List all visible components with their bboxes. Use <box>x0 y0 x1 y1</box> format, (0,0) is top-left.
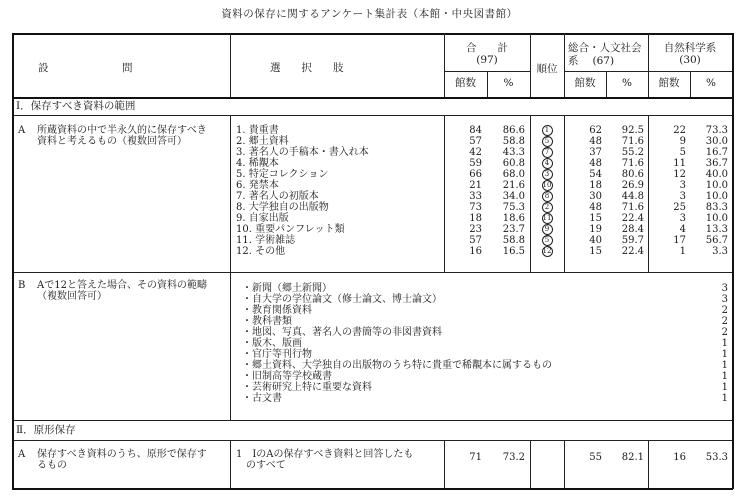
qa-hum-pct: 92.5 <box>621 125 644 136</box>
header-humanities-label: 総合・人文社会系 <box>568 42 642 67</box>
qa-text-line1: 所蔵資料の中で半永久的に保存すべき <box>37 125 207 136</box>
rank-circle: 1 <box>542 125 553 136</box>
qa-hum-count: 48 <box>589 136 602 147</box>
qa-hum-count: 15 <box>589 213 602 224</box>
rank-circle: 2 <box>542 202 553 213</box>
qa-hum-pct: 22.4 <box>621 213 644 224</box>
section2-label: Ⅱ．原形保存 <box>16 424 76 436</box>
rank-circle: 9 <box>542 224 553 235</box>
header-sci-count: 館数 <box>658 77 680 89</box>
section2-bottom-border <box>12 440 733 441</box>
qa-total-pct: 18.6 <box>502 213 525 224</box>
qa-hum-count: 54 <box>589 169 602 180</box>
qa-rank <box>530 125 564 136</box>
qa-total-pct: 43.3 <box>502 147 525 158</box>
qa-total-pct: 60.8 <box>502 158 525 169</box>
qa-sci-count: 5 <box>679 147 686 158</box>
qa2-choice-line1: 1 ⅠのAの保存すべき資料と回答したも <box>236 449 414 460</box>
qa-text-line2: 資料と考えるもの（複数回答可） <box>37 136 187 147</box>
qa-sci-count: 4 <box>679 224 686 235</box>
col-divider-question-h <box>230 33 231 97</box>
header-humanities-n: (67) <box>592 55 615 67</box>
qa-sci-count: 12 <box>673 169 686 180</box>
qa-hum-pct: 80.6 <box>621 169 644 180</box>
qb-item: ・教科書類 <box>242 316 292 327</box>
qa-hum-count: 48 <box>589 158 602 169</box>
qa-sci-count: 9 <box>679 136 686 147</box>
qa-choice-item: 4. 稀覯本 <box>236 158 279 169</box>
qb-item: ・地図、写真、著名人の書簡等の非図書資料 <box>242 327 442 338</box>
section1-bottom-border <box>12 115 733 116</box>
qa-total-pct: 16.5 <box>502 246 525 257</box>
col-divider-rank-a2 <box>530 440 531 488</box>
qa-rank <box>530 180 564 191</box>
col-divider-sci-a2 <box>648 440 649 488</box>
qa-total-count: 21 <box>469 180 482 191</box>
qb-counts <box>700 283 728 404</box>
qa-hum-count: 37 <box>589 147 602 158</box>
qb-count: 1 <box>721 393 728 404</box>
qa-hum-pct: 71.6 <box>621 202 644 213</box>
header-question: 設 問 <box>38 62 133 74</box>
qa-hum-pct: 22.4 <box>621 246 644 257</box>
qb-count: 3 <box>721 294 728 305</box>
col-divider-hum-a2 <box>564 440 565 488</box>
qa-sci-count: 1 <box>679 246 686 257</box>
qb-item: ・旧制高等学校蔵書 <box>242 371 332 382</box>
qa-total-count: 66 <box>469 169 482 180</box>
qa-sci-pct: 13.3 <box>705 224 728 235</box>
qb-count: 2 <box>721 316 728 327</box>
qa-sci-pct: 56.7 <box>705 235 728 246</box>
col-divider-question-a2 <box>230 440 231 488</box>
header-total: 合 計 <box>466 42 508 54</box>
qa-sci-pct: 3.3 <box>712 246 728 257</box>
qa-hum-pct: 26.9 <box>621 180 644 191</box>
rank-circle: 5 <box>542 136 553 147</box>
qa-choice-item: 11. 学術雑誌 <box>236 235 296 246</box>
header-choice: 選 択 肢 <box>270 62 344 74</box>
qa-sci-count: 17 <box>673 235 686 246</box>
qa-hum-count: 30 <box>589 191 602 202</box>
qa-sci-counts <box>650 125 686 257</box>
qa-choice-item: 2. 郷土資料 <box>236 136 289 147</box>
section1-label: Ⅰ．保存すべき資料の範囲 <box>16 100 136 112</box>
qa-hum-pct: 55.2 <box>621 147 644 158</box>
qa2-hum: 55 <box>589 452 602 463</box>
header-science-n: (30) <box>679 54 701 66</box>
qa2-total: 71 <box>469 452 482 463</box>
qa-total-count: 42 <box>469 147 482 158</box>
qa-sci-count: 22 <box>673 125 686 136</box>
table-bottom-border <box>12 488 733 490</box>
qa-sci-count: 3 <box>679 213 686 224</box>
qb-count: 1 <box>721 338 728 349</box>
qa-total-pct: 75.3 <box>502 202 525 213</box>
qa-total-pcts <box>489 125 525 257</box>
qa-total-count: 33 <box>469 191 482 202</box>
qa-total-count: 16 <box>469 246 482 257</box>
qb-bottom-border <box>12 420 733 421</box>
qb-item: ・官庁等刊行物 <box>242 349 312 360</box>
qa-total-counts <box>446 125 482 257</box>
qb-text-line2: （複数回答可） <box>37 291 107 302</box>
qb-label: B <box>18 280 26 291</box>
qa2-label: A <box>18 449 26 460</box>
rank-circle: 8 <box>542 191 553 202</box>
qa-rank <box>530 136 564 147</box>
qb-item: ・版木、版画 <box>242 338 302 349</box>
qa-choice-item: 6. 発禁本 <box>236 180 279 191</box>
qa-hum-pcts <box>608 125 644 257</box>
qa-hum-pct: 71.6 <box>621 136 644 147</box>
qa-total-pct: 58.8 <box>502 136 525 147</box>
rank-circle: 4 <box>542 158 553 169</box>
qa-choice-item: 9. 自家出版 <box>236 213 289 224</box>
qb-text-line1: Aで12と答えた場合、その資料の範疇 <box>37 280 207 291</box>
qa-total-pct: 34.0 <box>502 191 525 202</box>
qa-sci-pct: 10.0 <box>705 213 728 224</box>
qa-bottom-border <box>12 272 733 273</box>
qa-hum-count: 62 <box>589 125 602 136</box>
header-total-n: (97) <box>476 54 498 66</box>
qb-items <box>242 283 682 404</box>
qa-choices <box>236 125 442 257</box>
qb-item: ・自大学の学位論文（修士論文、博士論文） <box>242 294 442 305</box>
qa-rank <box>530 246 564 257</box>
rank-circle: 11 <box>542 214 552 222</box>
qa2-text-line1: 保存すべき資料のうち、原形で保存す <box>37 449 207 460</box>
qa2-total-pct: 73.2 <box>502 452 525 463</box>
col-divider-hum-a <box>564 115 565 272</box>
qa-sci-pct: 83.3 <box>705 202 728 213</box>
qa2-hum-pct: 82.1 <box>621 452 644 463</box>
table-left-border <box>12 33 14 489</box>
qa-total-count: 73 <box>469 202 482 213</box>
qa-total-count: 84 <box>469 125 482 136</box>
col-divider-choice-a2 <box>444 440 445 488</box>
qa-rank <box>530 147 564 158</box>
qa-total-count: 57 <box>469 136 482 147</box>
qa-sci-count: 11 <box>673 158 686 169</box>
qa-choice-item: 8. 大学独自の出版物 <box>236 202 329 213</box>
header-total-pct: % <box>503 77 514 89</box>
qa-hum-count: 19 <box>589 224 602 235</box>
qa-rank <box>530 202 564 213</box>
qa-total-count: 23 <box>469 224 482 235</box>
qa-sci-count: 3 <box>679 191 686 202</box>
qb-count: 1 <box>721 349 728 360</box>
qa-hum-pct: 71.6 <box>621 158 644 169</box>
qa-total-count: 18 <box>469 213 482 224</box>
qa-sci-count: 25 <box>673 202 686 213</box>
qa-rank <box>530 235 564 246</box>
qa-hum-pct: 44.8 <box>621 191 644 202</box>
header-hum-count: 館数 <box>574 77 596 89</box>
qb-item: ・郷土資料、大学独自の出版物のうち特に貴重で稀覯本に属するもの <box>242 360 552 371</box>
qa-rank <box>530 224 564 235</box>
qa-sci-pct: 36.7 <box>705 158 728 169</box>
qb-count: 1 <box>721 371 728 382</box>
qa-total-pct: 21.6 <box>502 180 525 191</box>
qa-sci-pct: 10.0 <box>705 180 728 191</box>
header-rank: 順位 <box>536 63 558 75</box>
qa-sci-pct: 40.0 <box>705 169 728 180</box>
qa-sci-pcts <box>692 125 728 257</box>
header-total-count: 館数 <box>455 77 476 89</box>
qb-item: ・教育関係資料 <box>242 305 312 316</box>
qa-ranks <box>530 125 564 257</box>
qa-hum-count: 40 <box>589 235 602 246</box>
header-humanities <box>568 42 646 68</box>
header-sci-pct: % <box>706 77 716 89</box>
col-divider-sci-a <box>648 115 649 272</box>
qa-hum-pct: 59.7 <box>621 235 644 246</box>
qa2-choice-line2: のすべて <box>236 460 286 471</box>
qa-choice-item: 1. 貴重書 <box>236 125 279 136</box>
qa-sci-pct: 16.7 <box>705 147 728 158</box>
qa-rank <box>530 213 564 224</box>
rank-circle: 7 <box>542 147 553 158</box>
qa-total-count: 59 <box>469 158 482 169</box>
qb-item: ・芸術研究上特に重要な資料 <box>242 382 372 393</box>
qa-total-count: 57 <box>469 235 482 246</box>
header-bottom-border <box>12 97 733 99</box>
qa-sci-count: 3 <box>679 180 686 191</box>
qa-total-pct: 68.0 <box>502 169 525 180</box>
rank-circle: 3 <box>542 169 553 180</box>
qa-choice-item: 10. 重要パンフレット類 <box>236 224 345 235</box>
col-divider-question-b <box>230 272 231 420</box>
qb-count: 1 <box>721 360 728 371</box>
document-title: 資料の保存に関するアンケート集計表（本館・中央図書館） <box>221 8 518 20</box>
qb-item: ・古文書 <box>242 393 282 404</box>
qa-total-pct: 58.8 <box>502 235 525 246</box>
qb-count: 2 <box>721 305 728 316</box>
header-hum-pct: % <box>622 77 632 89</box>
rank-circle: 12 <box>542 247 552 255</box>
qa-rank <box>530 191 564 202</box>
qa-sci-pct: 10.0 <box>705 191 728 202</box>
qa-sci-pct: 30.0 <box>705 136 728 147</box>
col-divider-choice-a <box>444 115 445 272</box>
qa-choice-item: 5. 特定コレクション <box>236 169 329 180</box>
qa-hum-pct: 28.4 <box>621 224 644 235</box>
header-science: 自然科学系 <box>663 42 717 54</box>
qa-choice-item: 7. 著名人の初版本 <box>236 191 319 202</box>
col-divider-question-a <box>230 115 231 272</box>
qb-count: 3 <box>721 283 728 294</box>
qa-hum-count: 15 <box>589 246 602 257</box>
qb-count: 1 <box>721 382 728 393</box>
qa-hum-counts <box>566 125 602 257</box>
qa-choice-item: 12. その他 <box>236 246 286 257</box>
qb-count: 2 <box>721 327 728 338</box>
qa2-sci-pct: 53.3 <box>705 452 728 463</box>
qa-rank <box>530 169 564 180</box>
qa-sci-pct: 73.3 <box>705 125 728 136</box>
qa-label: A <box>18 125 26 136</box>
qa2-text-line2: るもの <box>37 460 67 471</box>
qb-item: ・新聞（郷土新聞） <box>242 283 332 294</box>
rank-circle: 10 <box>542 181 552 189</box>
qa-total-pct: 23.7 <box>502 224 525 235</box>
qa2-sci: 16 <box>673 452 686 463</box>
qa-rank <box>530 158 564 169</box>
qa-hum-count: 48 <box>589 202 602 213</box>
qa-choice-item: 3. 著名人の手稿本・書入れ本 <box>236 147 369 158</box>
rank-circle: 5 <box>542 235 553 246</box>
table-right-border <box>732 33 734 489</box>
table-top-border <box>12 33 733 35</box>
qa-hum-count: 18 <box>589 180 602 191</box>
qa-total-pct: 86.6 <box>502 125 525 136</box>
